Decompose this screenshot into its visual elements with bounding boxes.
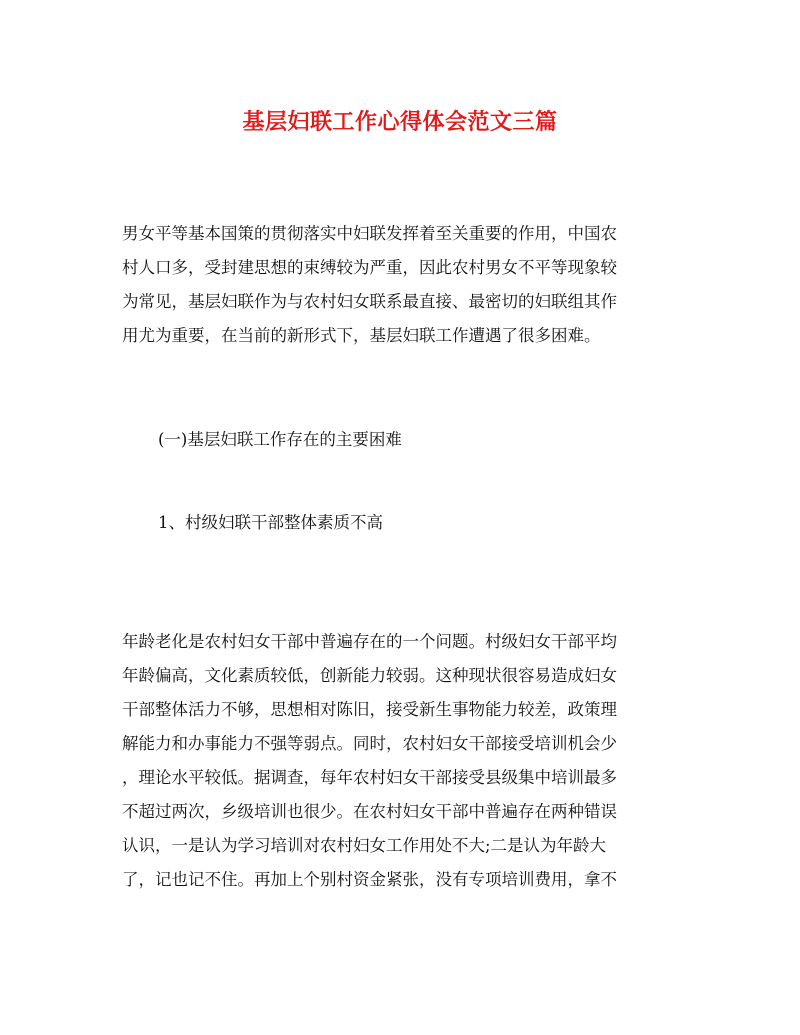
paragraph-line: 干部整体活力不够，思想相对陈旧，接受新生事物能力较差，政策理 [122,700,617,719]
page-title: 基层妇联工作心得体会范文三篇 [242,109,558,135]
paragraph-line: 了，记也记不住。再加上个别村资金紧张，没有专项培训费用，拿不 [122,870,617,889]
body-paragraph [122,625,682,897]
paragraph-line: 年龄偏高，文化素质较低，创新能力较弱。这种现状很容易造成妇女 [122,666,617,685]
intro-paragraph [122,217,682,353]
paragraph-line: 用尤为重要，在当前的新形式下，基层妇联工作遭遇了很多困难。 [122,326,601,345]
paragraph-line: 年龄老化是农村妇女干部中普遍存在的一个问题。村级妇女干部平均 [122,632,617,651]
subsection-heading-text: 1、村级妇联干部整体素质不高 [158,513,383,532]
paragraph-line: ，理论水平较低。据调查，每年农村妇女干部接受县级集中培训最多 [122,768,617,787]
paragraph-line: 不超过两次，乡级培训也很少。在农村妇女干部中普遍存在两种错误 [122,802,617,821]
section-heading [158,423,718,457]
paragraph-line: 解能力和办事能力不强等弱点。同时，农村妇女干部接受培训机会少 [122,734,617,753]
paragraph-line: 为常见，基层妇联作为与农村妇女联系最直接、最密切的妇联组其作 [122,292,617,311]
subsection-heading [158,506,718,540]
paragraph-line: 村人口多，受封建思想的束缚较为严重，因此农村男女不平等现象较 [122,258,617,277]
paragraph-line: 男女平等基本国策的贯彻落实中妇联发挥着至关重要的作用，中国农 [122,224,617,243]
paragraph-line: 认识，一是认为学习培训对农村妇女工作用处不大;二是认为年龄大 [122,836,607,855]
section-heading-text: (一)基层妇联工作存在的主要困难 [158,430,402,449]
